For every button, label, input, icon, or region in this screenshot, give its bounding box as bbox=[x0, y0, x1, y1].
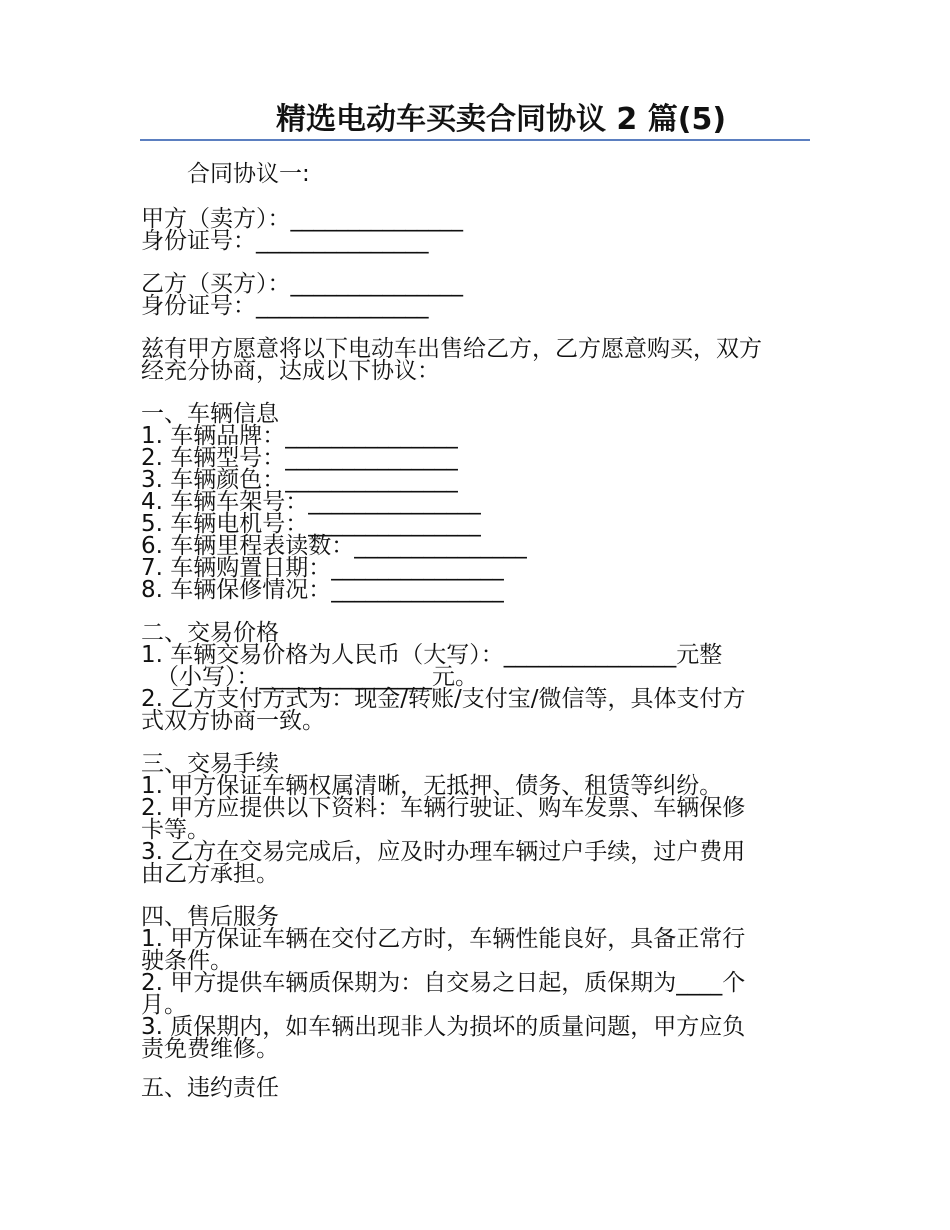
section-3-item-3b: 由乙方承担。 bbox=[141, 861, 279, 887]
section-4-item-1b: 驶条件。 bbox=[141, 948, 233, 974]
section-5-title: 五、违约责任 bbox=[141, 1075, 279, 1101]
section-4-title: 四、售后服务 bbox=[141, 904, 279, 930]
section-1-item-3: 3. 车辆颜色：_______________ bbox=[141, 467, 458, 493]
section-2-title: 二、交易价格 bbox=[141, 620, 279, 646]
party-b-id-line: 身份证号：_______________ bbox=[141, 293, 429, 319]
section-3-item-2a: 2. 甲方应提供以下资料：车辆行驶证、购车发票、车辆保修 bbox=[141, 795, 746, 821]
section-4-item-2a: 2. 甲方提供车辆质保期为：自交易之日起，质保期为____个 bbox=[141, 970, 746, 996]
section-1-item-7: 7. 车辆购置日期：_______________ bbox=[141, 555, 504, 581]
intro-line-1: 兹有甲方愿意将以下电动车出售给乙方，乙方愿意购买，双方 bbox=[141, 336, 762, 362]
intro-line-2: 经充分协商，达成以下协议： bbox=[141, 358, 440, 384]
section-1-item-8: 8. 车辆保修情况：_______________ bbox=[141, 577, 504, 603]
party-a-id-line: 身份证号：_______________ bbox=[141, 228, 429, 254]
title-underline bbox=[140, 139, 810, 141]
section-3-item-2b: 卡等。 bbox=[141, 817, 210, 843]
party-a-line: 甲方（卖方）：_______________ bbox=[141, 206, 463, 232]
section-2-item-1b: （小写）：_______________元。 bbox=[156, 664, 478, 690]
party-b-line: 乙方（买方）：_______________ bbox=[141, 271, 463, 297]
section-1-item-5: 5. 车辆电机号：_______________ bbox=[141, 511, 481, 537]
section-2-item-2a: 2. 乙方支付方式为：现金/转账/支付宝/微信等，具体支付方 bbox=[141, 686, 746, 712]
section-2-item-1a: 1. 车辆交易价格为人民币（大写）：_______________元整 bbox=[141, 642, 723, 668]
section-1-title: 一、车辆信息 bbox=[141, 401, 279, 427]
section-1-item-1: 1. 车辆品牌：_______________ bbox=[141, 423, 458, 449]
section-4-item-2b: 月。 bbox=[141, 992, 187, 1018]
section-1-item-6: 6. 车辆里程表读数：_______________ bbox=[141, 533, 527, 559]
section-4-item-3b: 责免费维修。 bbox=[141, 1036, 279, 1062]
section-4-item-1a: 1. 甲方保证车辆在交付乙方时，车辆性能良好，具备正常行 bbox=[141, 926, 746, 952]
section-1-item-2: 2. 车辆型号：_______________ bbox=[141, 445, 458, 471]
heading-contract-one: 合同协议一: bbox=[187, 161, 310, 187]
section-2-item-2b: 式双方协商一致。 bbox=[141, 708, 325, 734]
section-3-item-3a: 3. 乙方在交易完成后，应及时办理车辆过户手续，过户费用 bbox=[141, 839, 746, 865]
document-title: 精选电动车买卖合同协议 2 篇(5) bbox=[275, 102, 727, 137]
section-3-title: 三、交易手续 bbox=[141, 751, 279, 777]
section-3-item-1: 1. 甲方保证车辆权属清晰，无抵押、债务、租赁等纠纷。 bbox=[141, 773, 723, 799]
section-4-item-3a: 3. 质保期内，如车辆出现非人为损坏的质量问题，甲方应负 bbox=[141, 1014, 746, 1040]
section-1-item-4: 4. 车辆车架号：_______________ bbox=[141, 489, 481, 515]
